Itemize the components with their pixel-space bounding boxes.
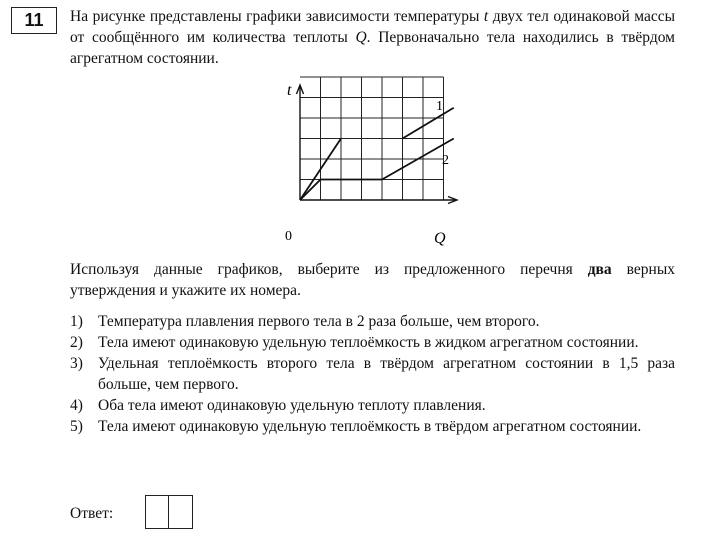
prompt-before: Используя данные графиков, выберите из предложенного перечня (70, 261, 588, 278)
answer-cell-2[interactable] (169, 495, 193, 529)
option-number: 3) (70, 355, 83, 372)
answer-boxes (145, 495, 193, 529)
curve-label-1: 1 (436, 99, 443, 114)
option-text: Оба тела имеют одинаковую удельную теплоту плавления. (98, 397, 486, 414)
intro-text-c: . Первоначально тела находились в твёрдом агрегатном состоянии. (70, 29, 675, 67)
graph-curves (300, 108, 454, 200)
option-2 (70, 332, 675, 353)
option-4 (70, 395, 675, 416)
question-number: 11 (11, 7, 57, 34)
answer-cell-1[interactable] (145, 495, 169, 529)
option-number: 5) (70, 418, 83, 435)
answer-label: Ответ: (70, 505, 114, 522)
origin-label: 0 (285, 229, 292, 244)
curve-2-segment-2 (300, 139, 454, 201)
curve-1-segment-1 (403, 108, 454, 139)
intro-text-a: На рисунке представлены графики зависимости температуры (70, 8, 484, 25)
option-3 (70, 353, 675, 395)
y-axis-label: t (287, 82, 292, 99)
option-5 (70, 416, 675, 437)
option-number: 2) (70, 334, 83, 351)
option-number: 4) (70, 397, 83, 414)
intro-var-t: t (483, 8, 489, 25)
question-intro (70, 6, 675, 69)
graph-grid (300, 77, 444, 200)
options-list (70, 311, 675, 437)
intro-text-b: двух тел одинаковой массы от сообщённого им количества теплоты (70, 8, 676, 46)
prompt-after: верных утверждения и укажите их номера. (70, 261, 675, 299)
option-text: Тела имеют одинаковую удельную теплоёмкость в жидком агрегатном состоянии. (98, 334, 639, 351)
intro-var-q: Q (355, 29, 367, 46)
temperature-heat-graph (270, 76, 470, 248)
option-text: Удельная теплоёмкость второго тела в твёрдом агрегатном состоянии в 1,5 раза больше, чем первого. (98, 355, 675, 393)
x-axis-label: Q (434, 230, 446, 247)
option-1 (70, 311, 675, 332)
prompt-bold: два (587, 261, 612, 278)
option-number: 1) (70, 313, 83, 330)
option-text: Температура плавления первого тела в 2 раза больше, чем второго. (98, 313, 540, 330)
curve-label-2: 2 (442, 153, 449, 168)
task-prompt (70, 259, 675, 301)
option-text: Тела имеют одинаковую удельную теплоёмкость в твёрдом агрегатном состоянии. (98, 418, 642, 435)
